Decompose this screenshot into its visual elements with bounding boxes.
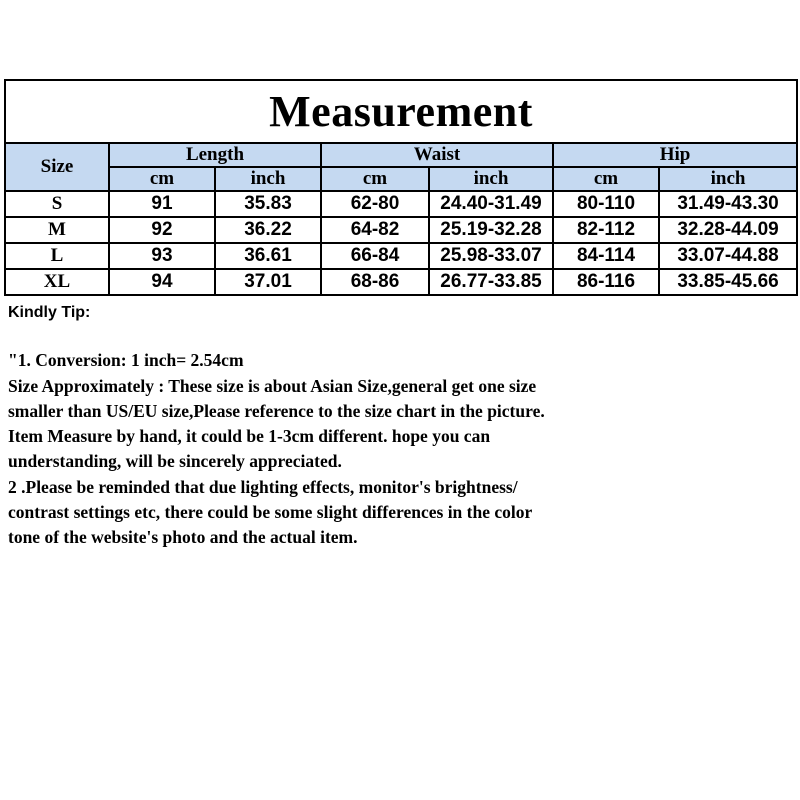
waist-cm-cell: 62-80 [321,191,429,217]
waist-inch-header: inch [429,167,553,191]
hip-cm-header: cm [553,167,659,191]
waist-inch-cell: 26.77-33.85 [429,269,553,295]
length-inch-cell: 35.83 [215,191,321,217]
length-cm-cell: 94 [109,269,215,295]
size-label: XL [5,269,109,295]
hip-inch-cell: 31.49-43.30 [659,191,797,217]
table-row [5,243,797,269]
size-label: L [5,243,109,269]
kindly-tip-section [8,300,568,551]
size-label: S [5,191,109,217]
hip-cm-cell: 86-116 [553,269,659,295]
length-group-header: Length [109,143,321,167]
hip-cm-cell: 84-114 [553,243,659,269]
size-column-header: Size [5,143,109,191]
waist-inch-cell: 25.19-32.28 [429,217,553,243]
length-inch-cell: 36.22 [215,217,321,243]
size-label: M [5,217,109,243]
table-row [5,217,797,243]
length-cm-cell: 91 [109,191,215,217]
size-approximation-note: Size Approximately : These size is about Asian Size,general get one size smaller than US/EU size,Please reference to the size chart in the picture. Item Measure by hand, it could be 1-3cm different. hope you can understanding, will be sincerely appreciated. [8,375,545,472]
waist-inch-cell: 25.98-33.07 [429,243,553,269]
waist-cm-cell: 68-86 [321,269,429,295]
hip-cm-cell: 80-110 [553,191,659,217]
length-inch-header: inch [215,167,321,191]
waist-cm-header: cm [321,167,429,191]
tip-heading: Kindly Tip: [8,304,91,321]
hip-group-header: Hip [553,143,797,167]
conversion-note: "1. Conversion: 1 inch= 2.54cm [8,350,244,371]
length-inch-cell: 37.01 [215,269,321,295]
waist-group-header: Waist [321,143,553,167]
hip-cm-cell: 82-112 [553,217,659,243]
size-chart-table [4,79,798,296]
waist-inch-cell: 24.40-31.49 [429,191,553,217]
hip-inch-cell: 33.85-45.66 [659,269,797,295]
table-row [5,269,797,295]
waist-cm-cell: 66-84 [321,243,429,269]
length-cm-cell: 92 [109,217,215,243]
color-difference-note: 2 .Please be reminded that due lighting effects, monitor's brightness/ contrast settings etc, there could be some slight differences in the color tone of the website's photo and the actual item. [8,476,532,548]
length-inch-cell: 36.61 [215,243,321,269]
hip-inch-cell: 32.28-44.09 [659,217,797,243]
waist-cm-cell: 64-82 [321,217,429,243]
table-row [5,191,797,217]
length-cm-cell: 93 [109,243,215,269]
length-cm-header: cm [109,167,215,191]
hip-inch-cell: 33.07-44.88 [659,243,797,269]
hip-inch-header: inch [659,167,797,191]
chart-title: Measurement [5,80,797,143]
